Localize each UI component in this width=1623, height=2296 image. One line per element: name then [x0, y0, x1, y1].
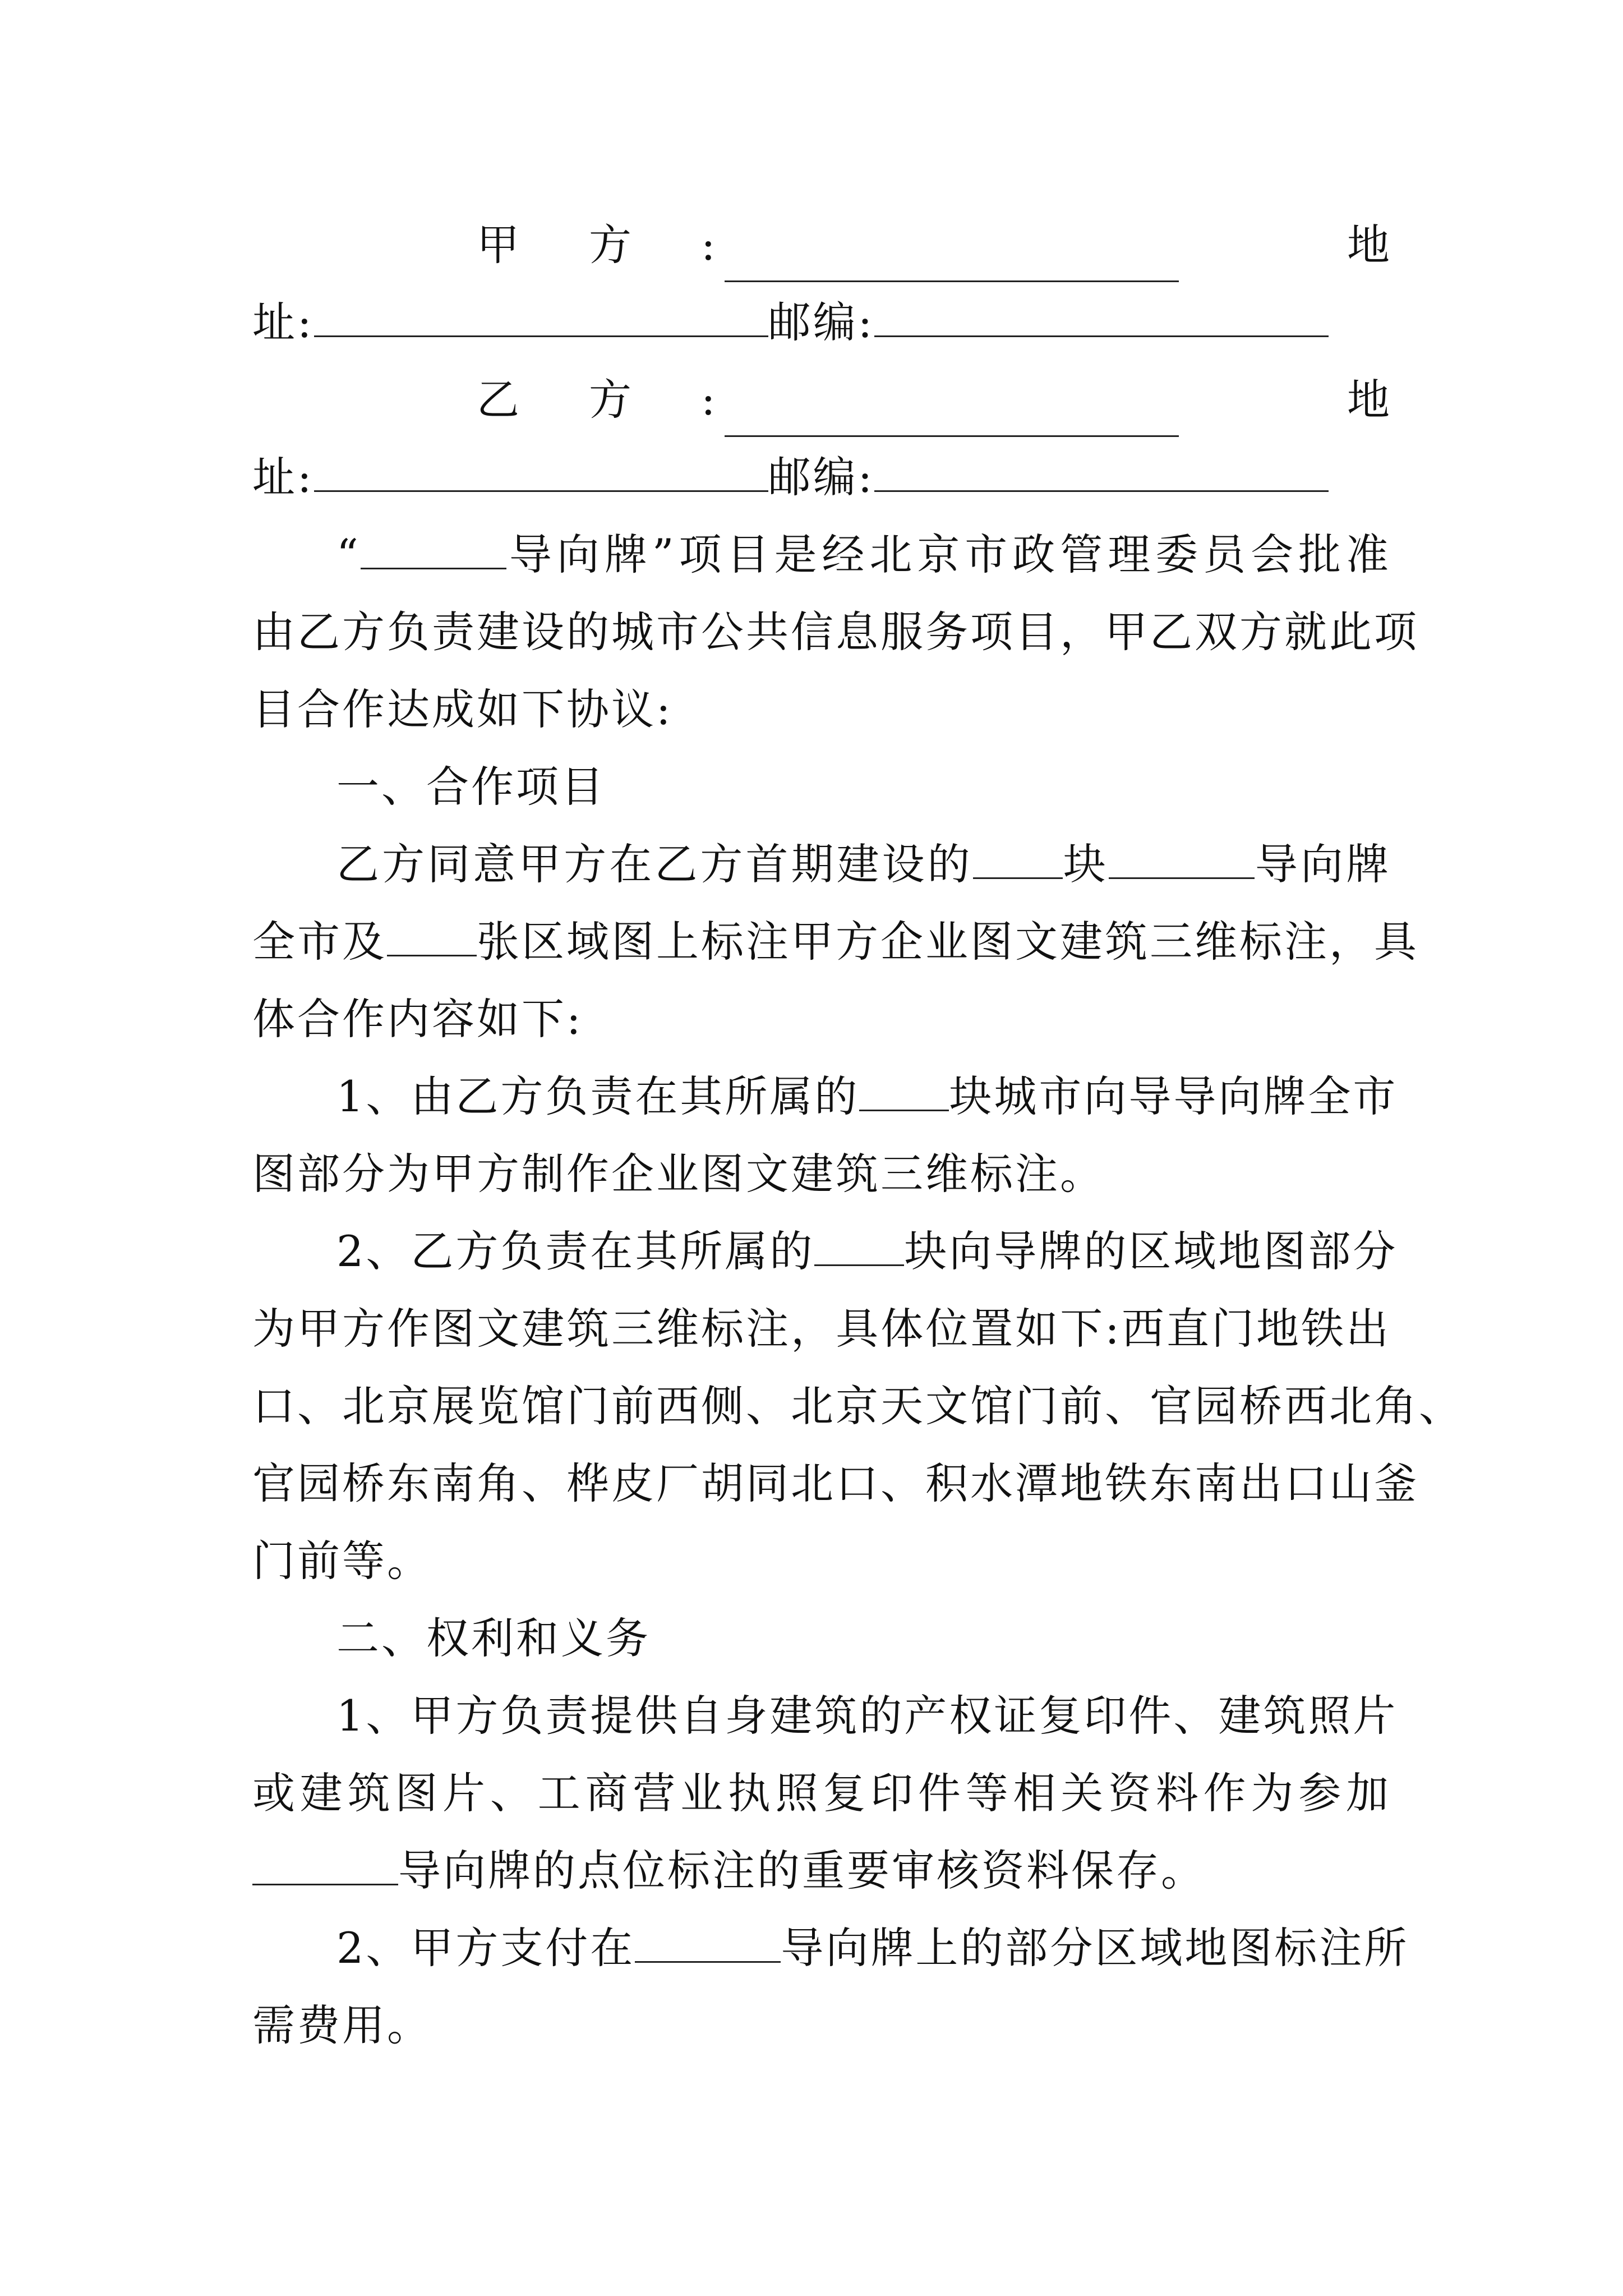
intro-project-blank[interactable]: [361, 523, 506, 569]
party-b-address-head: 址:: [252, 452, 314, 502]
section-1-item-2-line-3: 口、北京展览馆门前西侧、北京天文馆门前、官园桥西北角、: [252, 1381, 1464, 1431]
section-2-item-2-text-a: 2、甲方支付在: [336, 1923, 635, 1973]
party-b-name-blank[interactable]: [725, 390, 1179, 437]
section-1-project-blank[interactable]: [1109, 832, 1255, 879]
intro-line-3: 目合作达成如下协议:: [252, 684, 673, 734]
section-1-item-2-blank[interactable]: [814, 1220, 904, 1266]
party-b-postcode-label: 邮编:: [768, 452, 875, 502]
section-1-item-2-line-1: [252, 1213, 1398, 1290]
section-1-para-line-3: 体合作内容如下:: [252, 994, 583, 1044]
section-2-item-1-line-3-text: 导向牌的点位标注的重要审核资料保存。: [398, 1846, 1206, 1895]
party-a-postcode-label: 邮编:: [768, 297, 875, 347]
intro-open-quote: “: [336, 530, 361, 579]
party-a-address-head: 址:: [252, 297, 314, 347]
section-1-para-line-1: [252, 826, 1391, 903]
section-2-heading: 二、权利和义务: [336, 1613, 651, 1663]
section-1-item-2-line-4: 官园桥东南角、桦皮厂胡同北口、积水潭地铁东南出口山釜: [252, 1458, 1419, 1508]
section-1-map-count-blank[interactable]: [387, 910, 477, 956]
party-a-address-tail: 地: [1347, 220, 1392, 270]
section-1-para-text-b: 块: [1062, 839, 1109, 889]
party-b-char-2: 方: [589, 375, 634, 425]
section-1-item-1-blank[interactable]: [859, 1065, 949, 1111]
intro-line-1: [252, 516, 1391, 593]
party-b-address-blank[interactable]: [314, 445, 768, 492]
section-2-item-1-line-1: 1、甲方负责提供自身建筑的产权证复印件、建筑照片: [336, 1691, 1398, 1741]
section-1-para-line2-text-b: 张区域图上标注甲方企业图文建筑三维标注，具: [477, 917, 1419, 967]
party-a-address-line: [252, 284, 1391, 361]
party-b-postcode-blank[interactable]: [874, 445, 1329, 492]
party-a-address-blank[interactable]: [314, 291, 768, 337]
section-1-item-1-text-a: 1、由乙方负责在其所属的: [336, 1071, 860, 1121]
party-b-address-line: [252, 439, 1391, 516]
party-b-line: [252, 361, 1391, 439]
party-a-line: [252, 206, 1391, 284]
section-1-item-1-line-2: 图部分为甲方制作企业图文建筑三维标注。: [252, 1149, 1105, 1199]
section-2-item-2-line-1: [252, 1910, 1409, 1987]
party-a-char-1: 甲: [477, 220, 522, 270]
section-1-para-text-a: 乙方同意甲方在乙方首期建设的: [336, 839, 973, 889]
section-2-item-2-line-2: 需费用。: [252, 2000, 432, 2050]
section-1-para-line2-text-a: 全市及: [252, 917, 387, 967]
section-2-item-2-blank[interactable]: [635, 1916, 781, 1963]
section-1-count-blank[interactable]: [973, 832, 1063, 879]
section-1-para-line-2: [252, 903, 1419, 981]
party-a-colon: :: [701, 220, 718, 270]
section-2-item-2-text-b: 导向牌上的部分区域地图标注所: [781, 1923, 1409, 1973]
section-1-item-2-text-b: 块向导牌的区域地图部分: [904, 1226, 1398, 1276]
section-1-item-1-text-b: 块城市向导导向牌全市: [949, 1071, 1398, 1121]
section-2-project-blank[interactable]: [252, 1839, 398, 1885]
section-1-heading: 一、合作项目: [336, 762, 606, 812]
intro-line1-text: 导向牌”项目是经北京市政管理委员会批准: [506, 530, 1391, 579]
section-2-item-1-line-3: [252, 1832, 1391, 1910]
section-1-item-1-line-1: [252, 1058, 1398, 1135]
section-2-item-1-line-2: 或建筑图片、工商营业执照复印件等相关资料作为参加: [252, 1768, 1391, 1818]
party-b-colon: :: [701, 375, 718, 425]
party-b-address-tail: 地: [1347, 375, 1392, 425]
section-1-para-text-c: 导向牌: [1254, 839, 1391, 889]
section-1-item-2-line-2: 为甲方作图文建筑三维标注，具体位置如下:西直门地铁出: [252, 1304, 1391, 1354]
party-b-char-1: 乙: [477, 375, 522, 425]
intro-line-2: 由乙方负责建设的城市公共信息服务项目，甲乙双方就此项: [252, 607, 1419, 657]
party-a-char-2: 方: [589, 220, 634, 270]
party-a-name-blank[interactable]: [725, 236, 1179, 282]
section-1-item-2-line-5: 门前等。: [252, 1536, 432, 1586]
section-1-item-2-text-a: 2、乙方负责在其所属的: [336, 1226, 815, 1276]
party-a-postcode-blank[interactable]: [874, 291, 1329, 337]
